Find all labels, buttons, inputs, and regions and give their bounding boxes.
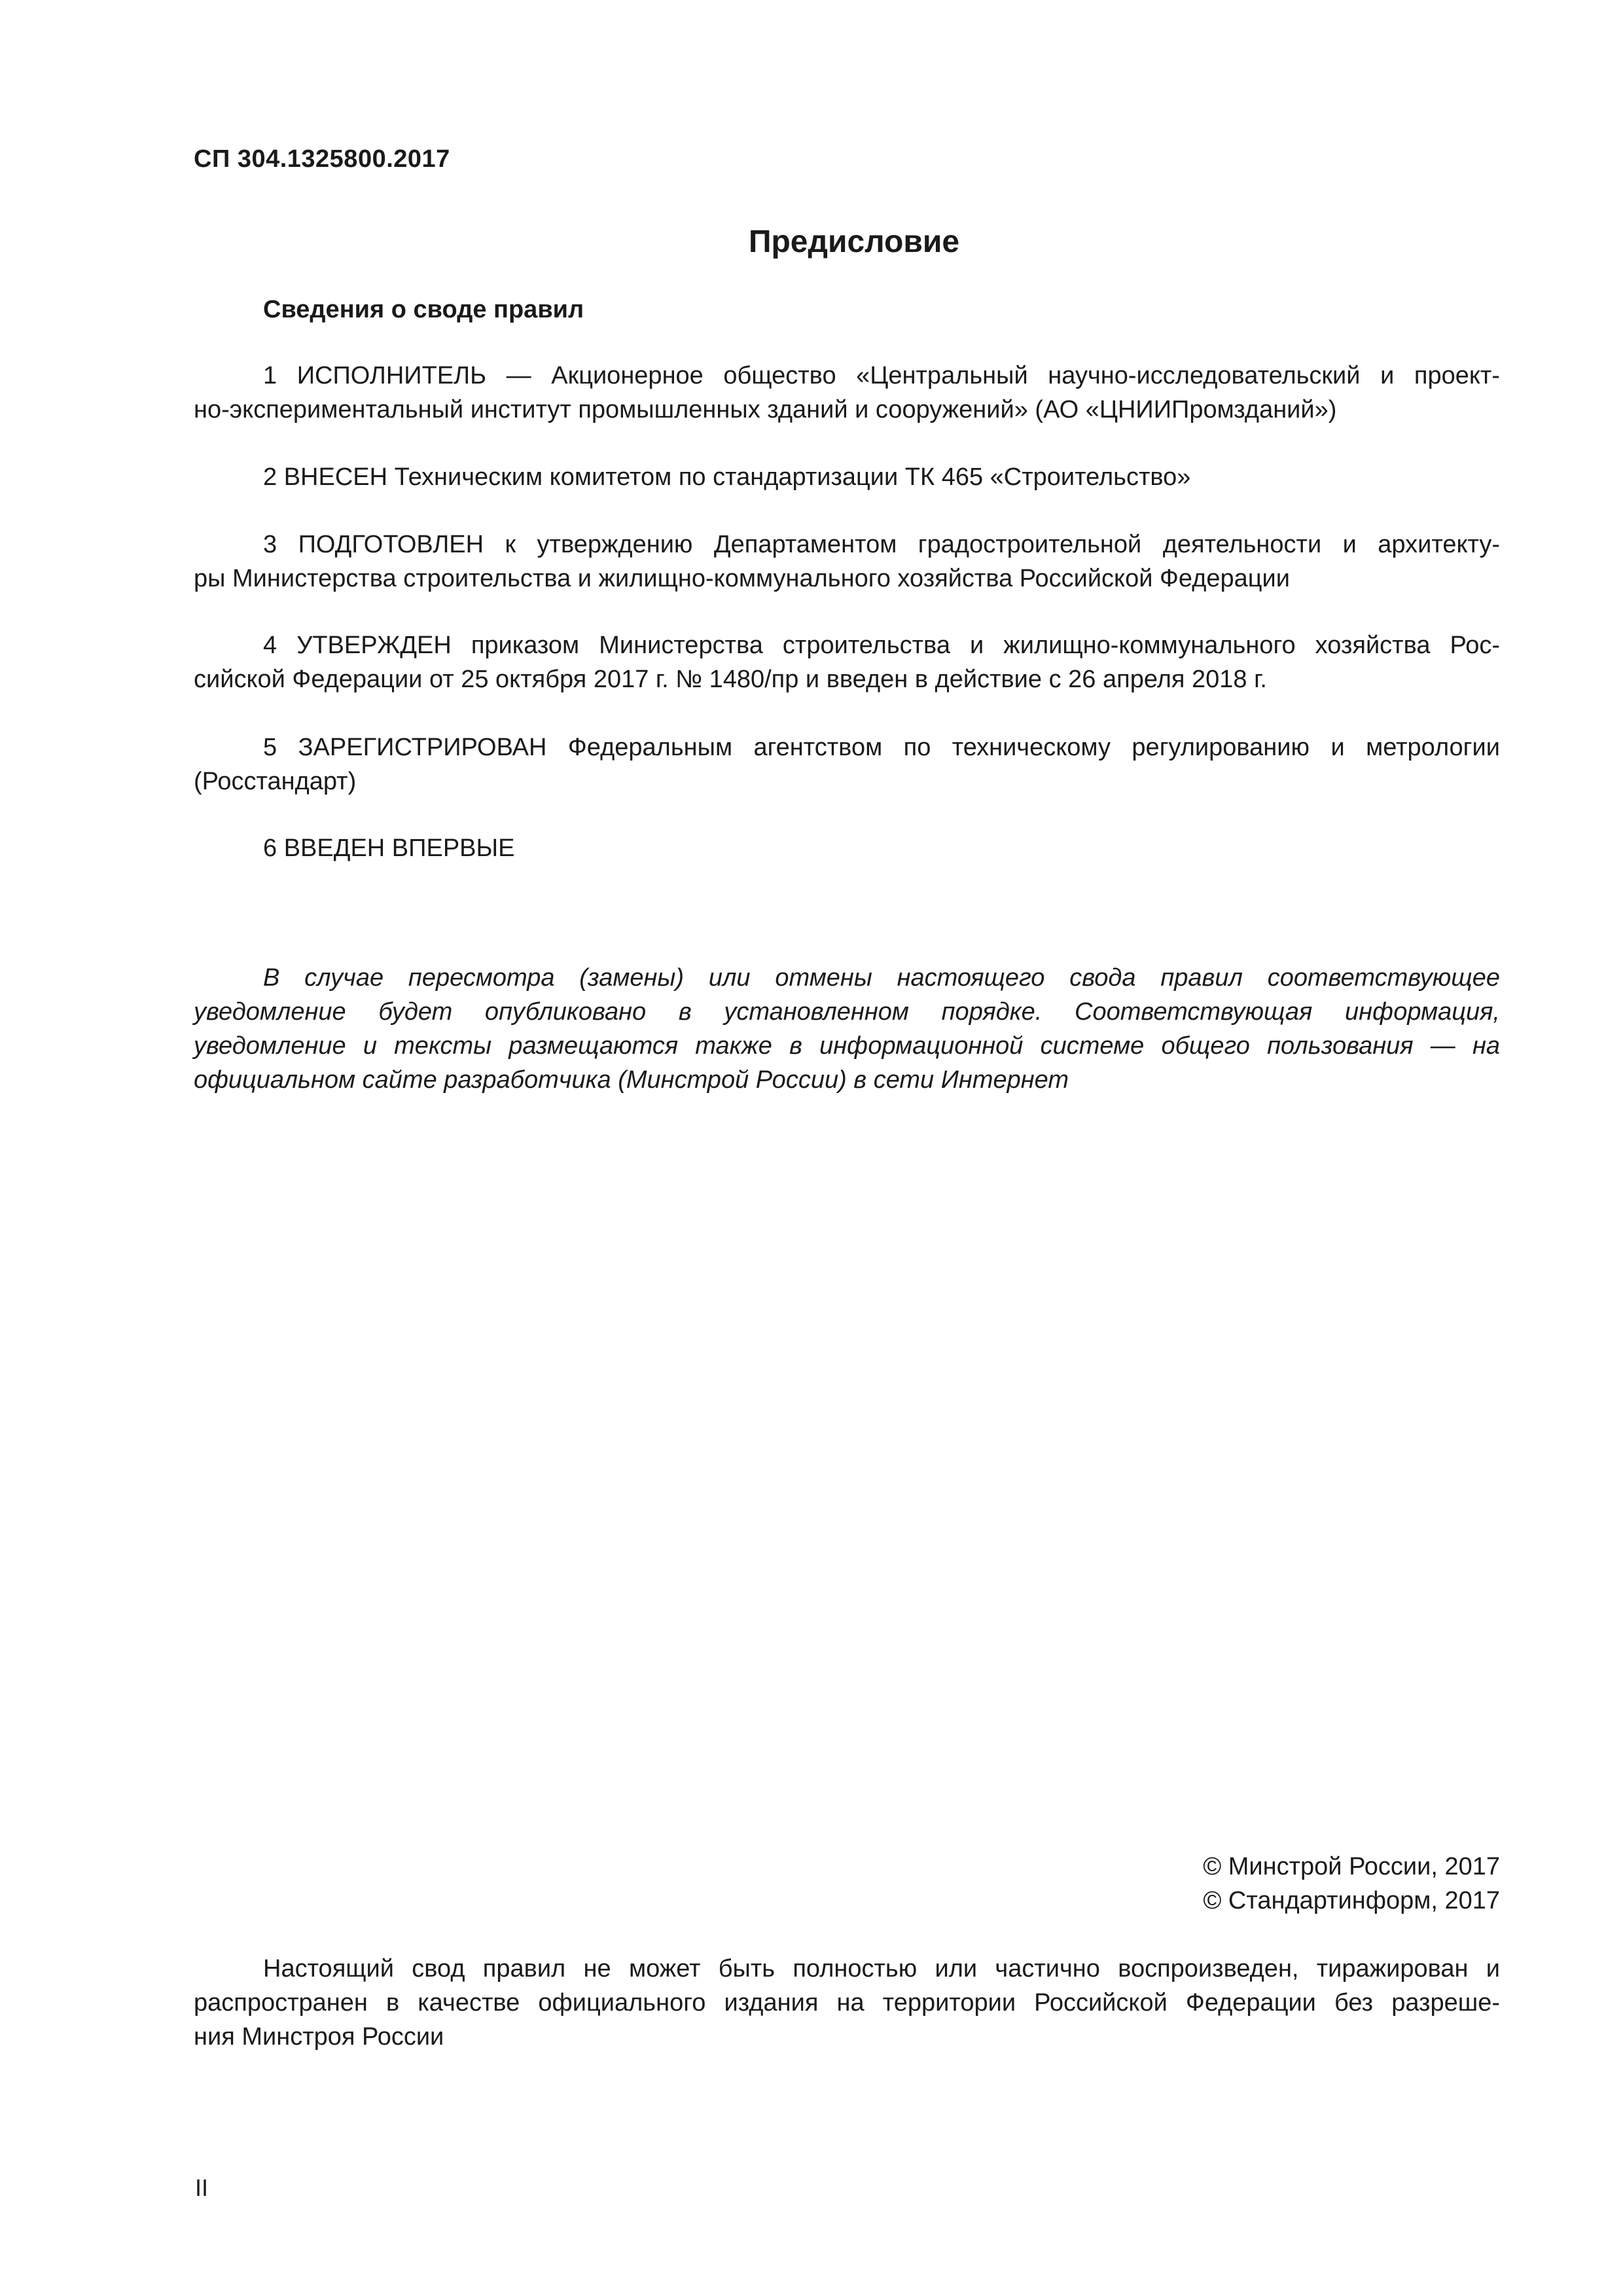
preface-item-1-line-2: но-экспериментальный институт промышленных зданий и сооружений» (АО «ЦНИИПромзданий») <box>194 396 1337 423</box>
copyright-block <box>1203 1850 1500 1918</box>
copyright-line-1: © Минстрой России, 2017 <box>1203 1853 1500 1880</box>
preface-item-1-line-1: 1 ИСПОЛНИТЕЛЬ — Акционерное общество «Центральный научно-исследовательский и проект- <box>263 362 1500 389</box>
section-title: Сведения о своде правил <box>263 296 584 323</box>
reproduction-restriction <box>194 1952 1500 2054</box>
preface-item-1 <box>194 359 1500 427</box>
preface-item-6 <box>194 831 1500 865</box>
preface-item-5 <box>194 730 1500 798</box>
preface-item-2-line-1: 2 ВНЕСЕН Техническим комитетом по стандартизации ТК 465 «Строительство» <box>263 463 1191 491</box>
preface-item-4-line-1: 4 УТВЕРЖДЕН приказом Министерства строительства и жилищно-коммунального хозяйства Рос- <box>263 632 1500 659</box>
preface-item-4-line-2: сийской Федерации от 25 октября 2017 г. № 1480/пр и введен в действие с 26 апреля 2018 г. <box>194 666 1267 693</box>
preface-item-5-line-1: 5 ЗАРЕГИСТРИРОВАН Федеральным агентством по техническому регулированию и метрологии <box>263 734 1500 761</box>
preface-item-3-line-1: 3 ПОДГОТОВЛЕН к утверждению Департаментом градостроительной деятельности и архитекту- <box>263 531 1500 558</box>
restriction-line-3: ния Минстроя России <box>194 2023 444 2051</box>
revision-notice-line-4: официальном сайте разработчика (Минстрой России) в сети Интернет <box>194 1066 1069 1094</box>
preface-item-3 <box>194 528 1500 596</box>
preface-item-5-line-2: (Росстандарт) <box>194 768 357 795</box>
revision-notice-line-3: уведомление и тексты размещаются также в информационной системе общего пользования — на <box>194 1032 1500 1060</box>
preface-item-6-line-1: 6 ВВЕДЕН ВПЕРВЫЕ <box>263 834 515 862</box>
restriction-line-1: Настоящий свод правил не может быть полностью или частично воспроизведен, тиражирован и <box>263 1955 1500 1982</box>
document-code: СП 304.1325800.2017 <box>194 145 450 173</box>
revision-notice-line-1: В случае пересмотра (замены) или отмены настоящего свода правил соответствующее <box>263 964 1500 992</box>
preface-item-4 <box>194 628 1500 696</box>
copyright-line-2: © Стандартинформ, 2017 <box>1203 1887 1500 1914</box>
preface-item-2 <box>194 460 1500 494</box>
page-title: Предисловие <box>748 224 960 259</box>
restriction-line-2: распространен в качестве официального издания на территории Российской Федерации без разреше- <box>194 1989 1500 2017</box>
revision-notice <box>194 961 1500 1097</box>
revision-notice-line-2: уведомление будет опубликовано в установленном порядке. Соответствующая информация, <box>194 998 1500 1026</box>
preface-item-3-line-2: ры Министерства строительства и жилищно-коммунального хозяйства Российской Федерации <box>194 565 1291 592</box>
page-number: II <box>195 2174 209 2201</box>
